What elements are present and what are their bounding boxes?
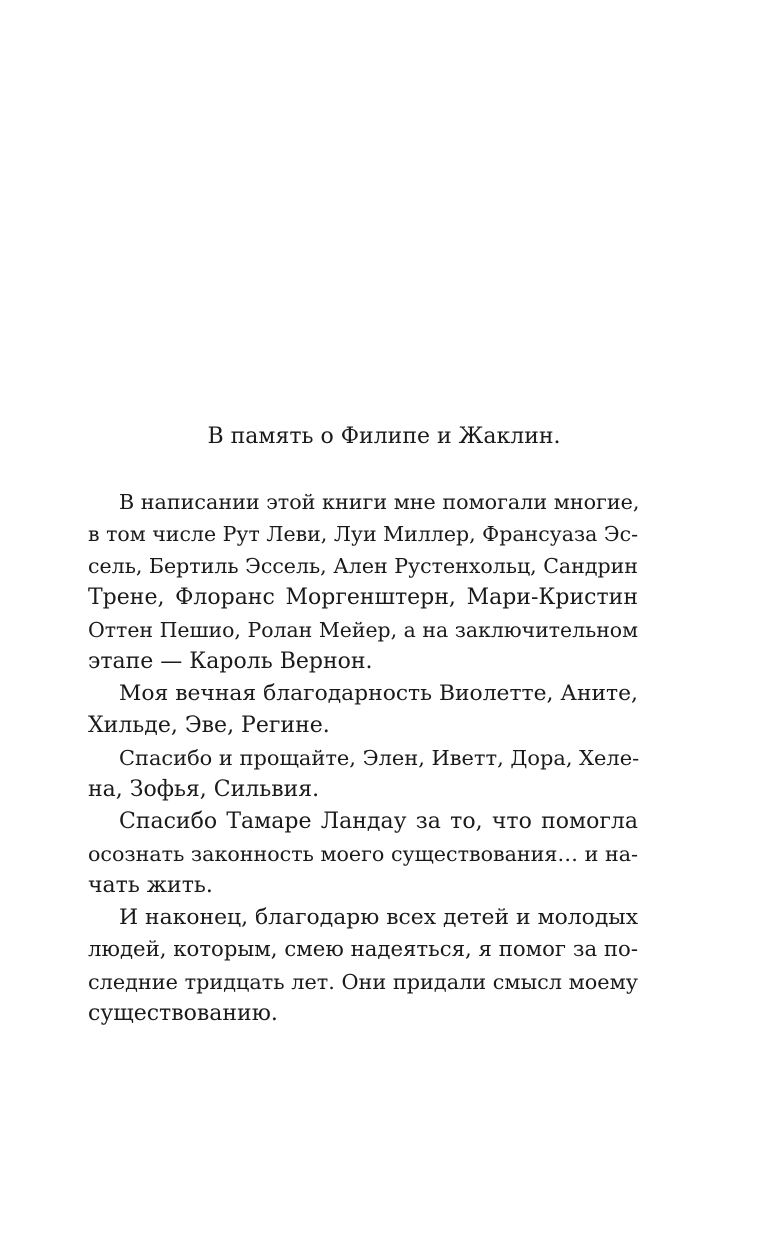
text-line: существованию. xyxy=(88,1001,278,1026)
text-line: И наконец, благодарю всех детей и молодых xyxy=(119,905,639,930)
text-line: людей, которым, смею надеяться, я помог за по- xyxy=(88,937,638,962)
text-line: сель, Бертиль Эссель, Ален Рустенхольц, Сандрин xyxy=(88,554,638,578)
text-line: Хильде, Эве, Регине. xyxy=(88,713,330,738)
paragraph xyxy=(88,678,638,742)
text-line: Оттен Пешио, Ролан Мейер, а на заключительном xyxy=(88,618,638,642)
text-line: Моя вечная благодарность Виолетте, Аните, xyxy=(119,681,638,706)
text-line: Спасибо Тамаре Ландау за то, что помогла xyxy=(119,809,638,834)
text-line: следние тридцать лет. Они придали смысл моему xyxy=(88,970,638,994)
text-line: осознать законность моего существования… и на- xyxy=(88,842,638,866)
text-line: В написании этой книги мне помогали многие, xyxy=(119,490,640,514)
text-line: чать жить. xyxy=(88,873,213,898)
paragraph xyxy=(88,902,638,1030)
text-line: на, Зофья, Сильвия. xyxy=(88,777,320,802)
text-line: Трене, Флоранс Моргенштерн, Мари-Кристин xyxy=(88,585,638,610)
paragraph xyxy=(88,486,638,678)
text-line: Спасибо и прощайте, Элен, Иветт, Дора, Хеле- xyxy=(119,746,640,770)
dedication-line: В память о Филипе и Жаклин. xyxy=(207,424,561,449)
paragraph xyxy=(88,742,638,806)
text-line: в том числе Рут Леви, Луи Миллер, Франсуаза Эс- xyxy=(88,522,638,546)
text-line: этапе — Кароль Вернон. xyxy=(88,649,373,674)
acknowledgements-text xyxy=(88,486,638,1030)
paragraph xyxy=(88,806,638,902)
